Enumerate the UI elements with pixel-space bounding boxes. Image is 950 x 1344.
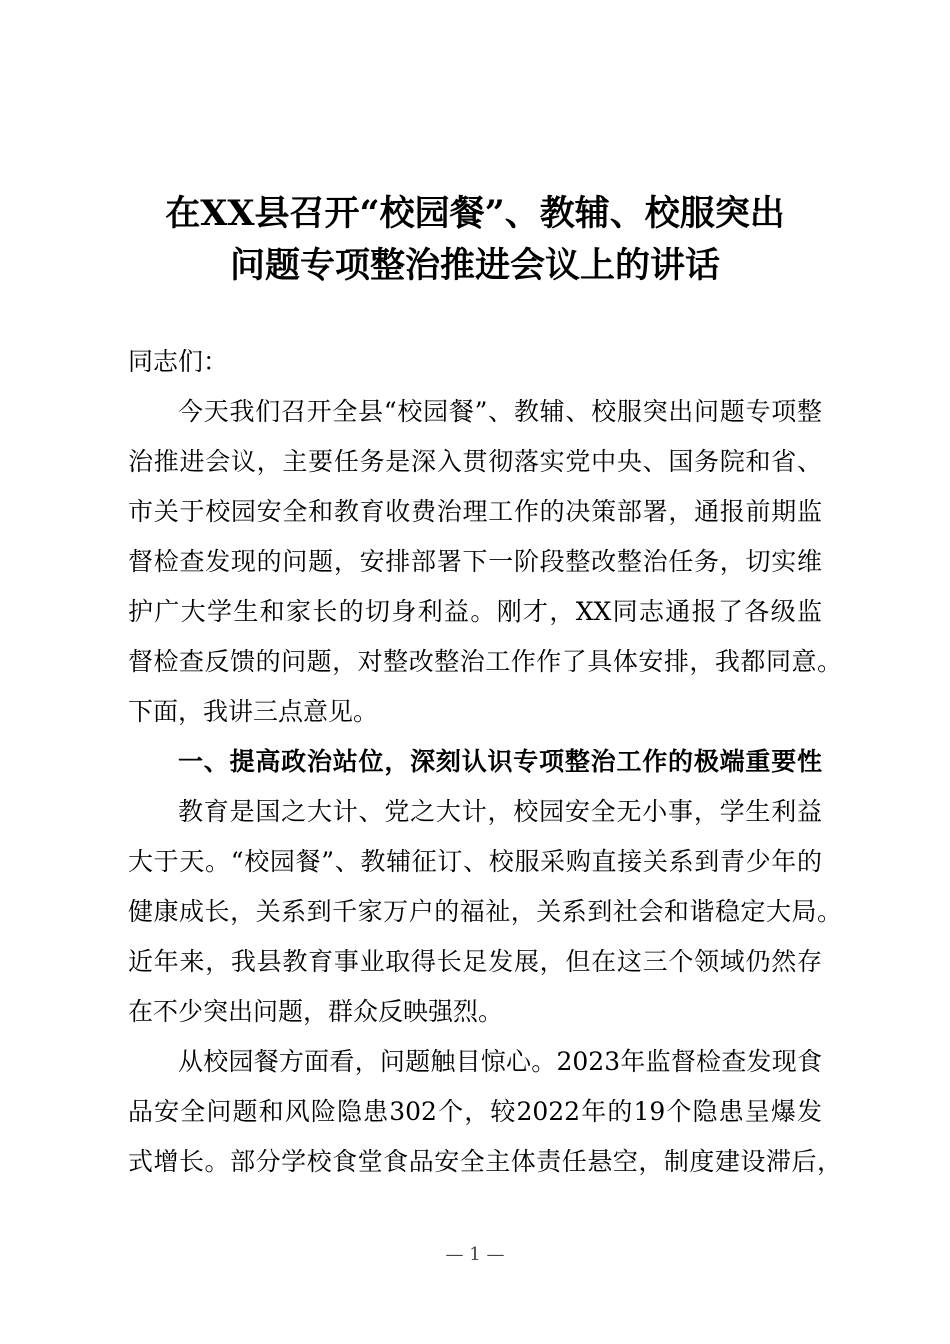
text-line: 在不少突出问题，群众反映强烈。	[128, 997, 504, 1026]
paragraph-2	[128, 787, 842, 1037]
title-line: 在XX县召开“校园餐”、教辅、校服突出	[165, 193, 785, 234]
page-number: — 1 —	[445, 1244, 505, 1265]
salutation: 同志们：	[128, 347, 229, 376]
document-body	[128, 337, 842, 1187]
text-line: 从校园餐方面看，问题触目惊心。2023年监督检查发现食	[178, 1047, 822, 1076]
text-line: 下面，我讲三点意见。	[128, 697, 379, 726]
title-line: 问题专项整治推进会议上的讲话	[229, 245, 720, 286]
text-line: 大于天。“校园餐”、教辅征订、校服采购直接关系到青少年的	[128, 847, 822, 876]
text-line: 督检查发现的问题，安排部署下一阶段整改整治任务，切实维	[128, 547, 822, 576]
text-line: 教育是国之大计、党之大计，校园安全无小事，学生利益	[178, 797, 822, 826]
section-heading-1: 一、提高政治站位，深刻认识专项整治工作的极端重要性	[178, 747, 822, 776]
paragraph-3	[128, 1037, 842, 1187]
text-line: 护广大学生和家长的切身利益。刚才，XX同志通报了各级监	[128, 597, 822, 626]
text-line: 品安全问题和风险隐患302个，较2022年的19个隐患呈爆发	[128, 1097, 822, 1126]
text-line: 市关于校园安全和教育收费治理工作的决策部署，通报前期监	[128, 497, 822, 526]
paragraph-1	[128, 387, 842, 737]
text-line: 督检查反馈的问题，对整改整治工作作了具体安排，我都同意。	[128, 647, 842, 676]
text-line: 近年来，我县教育事业取得长足发展，但在这三个领域仍然存	[128, 947, 822, 976]
text-line: 治推进会议，主要任务是深入贯彻落实党中央、国务院和省、	[128, 447, 822, 476]
text-line: 健康成长，关系到千家万户的福祉，关系到社会和谐稳定大局。	[128, 897, 842, 926]
document-title	[120, 188, 830, 292]
text-line: 式增长。部分学校食堂食品安全主体责任悬空，制度建设滞后，	[128, 1147, 842, 1176]
text-line: 今天我们召开全县“校园餐”、教辅、校服突出问题专项整	[178, 397, 822, 426]
